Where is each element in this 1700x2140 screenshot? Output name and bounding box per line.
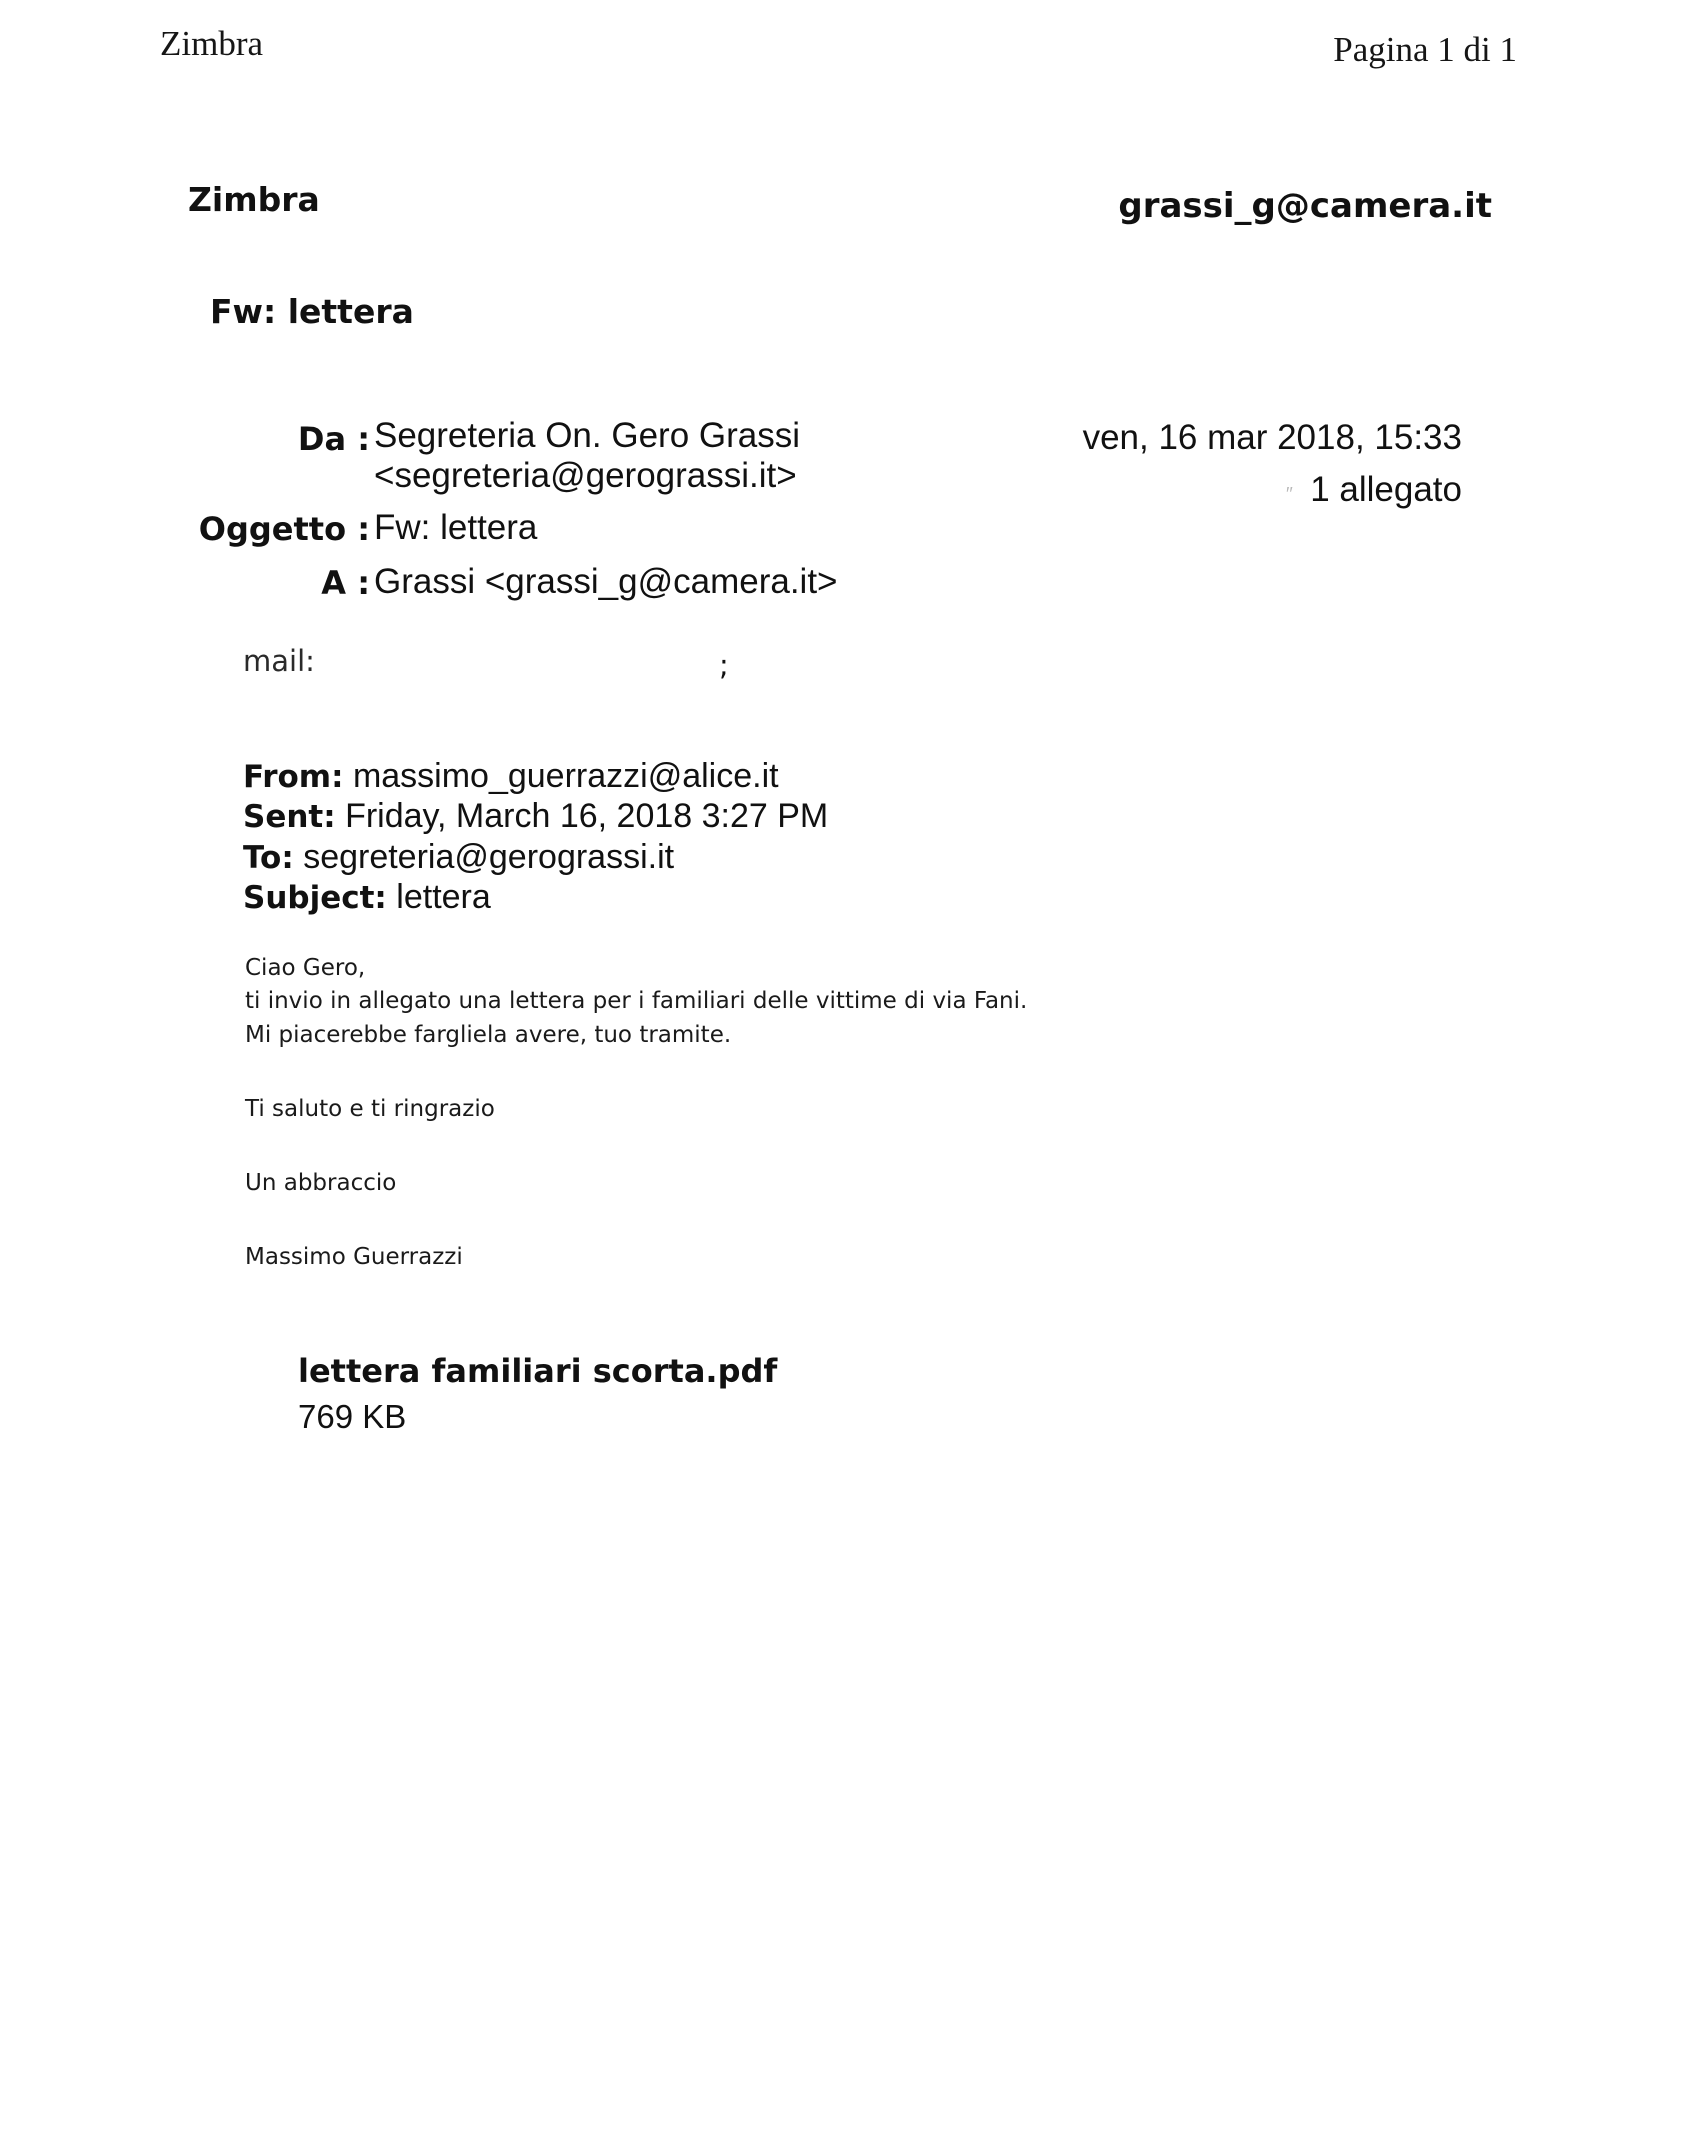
mail-label: mail: (243, 644, 315, 678)
subject-label: Oggetto : (198, 510, 370, 548)
print-header-page-number: Pagina 1 di 1 (1333, 30, 1517, 69)
forwarded-subject (243, 878, 491, 917)
from-name: Segreteria On. Gero Grassi (374, 416, 800, 455)
attachment-count[interactable]: 1 allegato (1310, 470, 1462, 509)
forwarded-sent (243, 797, 828, 836)
from-address[interactable]: <segreteria@gerograssi.it> (374, 456, 797, 495)
body-line-1: ti invio in allegato una lettera per i familiari delle vittime di via Fani. (245, 988, 1028, 1014)
forwarded-subject-key: Subject: (243, 880, 387, 916)
body-line-3: Ti saluto e ti ringrazio (245, 1096, 495, 1122)
forwarded-to (243, 838, 674, 877)
message-date: ven, 16 mar 2018, 15:33 (1082, 418, 1462, 457)
forwarded-sent-key: Sent: (243, 799, 336, 835)
forwarded-from (243, 757, 779, 796)
forwarded-to-key: To: (243, 840, 294, 876)
body-signature: Massimo Guerrazzi (245, 1244, 463, 1270)
body-line-4: Un abbraccio (245, 1170, 397, 1196)
body-line-2: Mi piacerebbe fargliela avere, tuo tramite. (245, 1022, 732, 1048)
forwarded-sent-value: Friday, March 16, 2018 3:27 PM (345, 797, 829, 835)
app-name: Zimbra (188, 180, 320, 219)
subject-value: Fw: lettera (374, 508, 538, 547)
forwarded-from-value[interactable]: massimo_guerrazzi@alice.it (352, 757, 779, 795)
account-address: grassi_g@camera.it (1118, 186, 1492, 226)
forwarded-to-value[interactable]: segreteria@gerograssi.it (303, 838, 675, 876)
from-label: Da : (297, 420, 370, 458)
message-title: Fw: lettera (210, 292, 414, 331)
to-label: A : (321, 564, 370, 602)
attachment-filename[interactable]: lettera familiari scorta.pdf (298, 1352, 778, 1390)
body-greeting: Ciao Gero, (245, 955, 366, 981)
attachment-paperclip-icon: ′′ (1286, 484, 1293, 504)
attachment-size: 769 KB (298, 1398, 407, 1435)
mail-separator: ; (719, 648, 729, 682)
forwarded-from-key: From: (243, 759, 344, 795)
forwarded-subject-value: lettera (396, 878, 491, 916)
print-header-title: Zimbra (160, 24, 264, 63)
to-value[interactable]: Grassi <grassi_g@camera.it> (374, 562, 838, 601)
